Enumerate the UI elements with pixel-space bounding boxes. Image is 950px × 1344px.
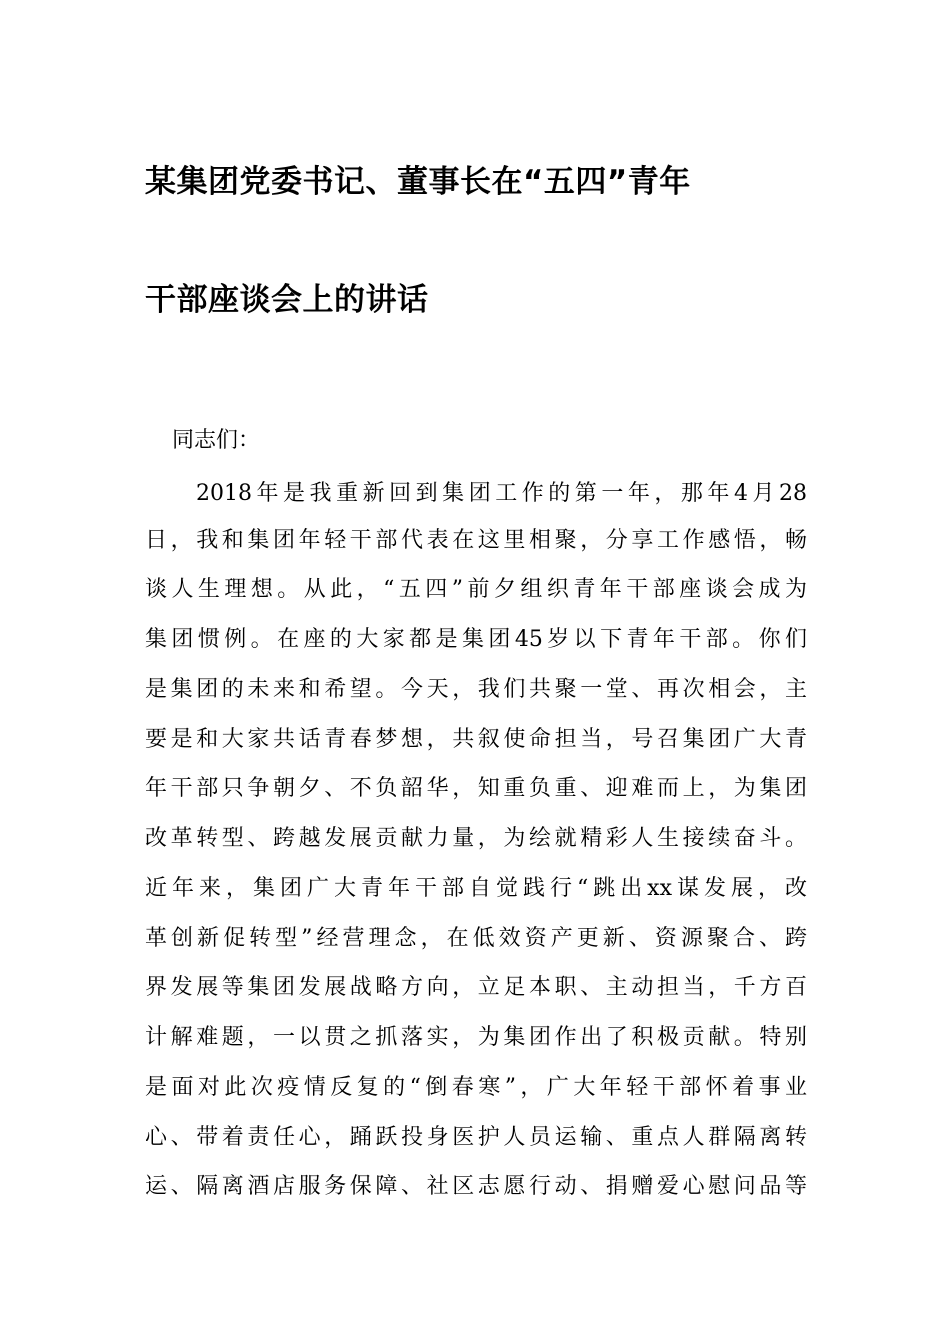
- body-line: 年干部只争朝夕、不负韶华，知重负重、迎难而上，为集团: [145, 776, 807, 801]
- body-line: 革创新促转型”经营理念，在低效资产更新、资源聚合、跨: [145, 926, 807, 951]
- body-line: 近年来，集团广大青年干部自觉践行“跳出xx谋发展，改: [145, 876, 807, 901]
- body-line: 2018年是我重新回到集团工作的第一年，那年4月28: [196, 481, 807, 506]
- document-title-line-2: 干部座谈会上的讲话: [145, 282, 429, 318]
- body-line: 是面对此次疫情反复的“倒春寒”，广大年轻干部怀着事业: [145, 1075, 807, 1100]
- body-line: 计解难题，一以贯之抓落实，为集团作出了积极贡献。特别: [145, 1025, 807, 1050]
- body-line: 是集团的未来和希望。今天，我们共聚一堂、再次相会，主: [145, 677, 807, 702]
- body-line: 要是和大家共话青春梦想，共叙使命担当，号召集团广大青: [145, 727, 807, 752]
- salutation: 同志们：: [172, 428, 261, 453]
- body-line: 日，我和集团年轻干部代表在这里相聚，分享工作感悟，畅: [145, 528, 807, 553]
- body-line: 界发展等集团发展战略方向，立足本职、主动担当，千方百: [145, 975, 807, 1000]
- body-line: 心、带着责任心，踊跃投身医护人员运输、重点人群隔离转: [145, 1125, 807, 1150]
- body-line: 运、隔离酒店服务保障、社区志愿行动、捐赠爱心慰问品等: [145, 1174, 807, 1199]
- body-line: 谈人生理想。从此，“五四”前夕组织青年干部座谈会成为: [145, 577, 807, 602]
- document-title-line-1: 某集团党委书记、董事长在“五四”青年: [145, 164, 691, 200]
- body-line: 集团惯例。在座的大家都是集团45岁以下青年干部。你们: [145, 627, 807, 652]
- body-line: 改革转型、跨越发展贡献力量，为绘就精彩人生接续奋斗。: [145, 826, 807, 851]
